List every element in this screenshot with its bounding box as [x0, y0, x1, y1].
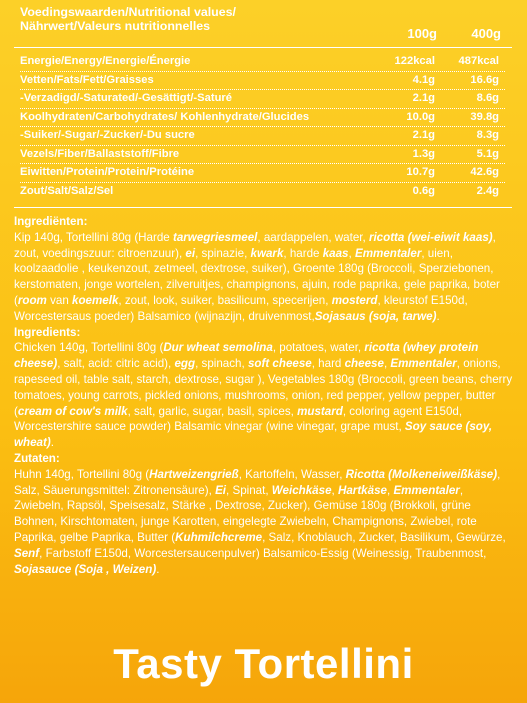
ingredient-text: ,: [348, 246, 355, 260]
value-per-400g: 2.4g: [476, 184, 499, 197]
allergen-text: Emmentaler: [390, 357, 457, 371]
value-per-100g: 2.1g: [412, 92, 435, 104]
allergen-text: ei: [185, 246, 196, 260]
ingredient-text: van: [46, 293, 72, 307]
ingredient-text: Chicken 140g, Tortellini 80g (: [14, 341, 164, 355]
ingredient-text: .: [50, 436, 54, 450]
allergen: [369, 231, 493, 244]
ingredient-text: Huhn 140g, Tortellini 80g (: [14, 467, 150, 481]
allergen: [14, 547, 39, 560]
allergen-text: Dur wheat semolina: [163, 341, 273, 355]
ingredient-text: , Farbstoff E150d, Worcestersaucenpulver) Balsamico-Essig (Weinessig, Traubenmost,: [39, 546, 487, 560]
allergen: [149, 468, 239, 481]
ingredient-text: , Salz, Knoblauch, Zucker, Basilikum, Gewürze,: [262, 530, 506, 544]
value-per-100g: 122kcal: [394, 55, 435, 67]
ingredient-text: ,: [331, 483, 338, 497]
allergen-text: Weichkäse: [271, 483, 332, 497]
allergen: [345, 357, 384, 370]
value-per-100g: 1.3g: [412, 147, 435, 160]
nutrient-name: Vezels/Fiber/Ballaststoff/Fibre: [20, 147, 180, 160]
allergen-text: Hartweizengrieß: [149, 467, 239, 481]
value-per-400g: 487kcal: [458, 55, 499, 67]
nutrition-table: [20, 53, 505, 201]
allergen: [390, 357, 456, 370]
nutrient-name: Energie/Energy/Energie/Énergie: [20, 55, 191, 67]
allergen-text: Senf: [14, 546, 40, 560]
value-per-100g: 2.1g: [412, 129, 435, 141]
allergen-text: Ei: [215, 483, 227, 497]
allergen-text: Soy sauce (soy, wheat): [14, 420, 493, 450]
ingredients-section-text: [14, 467, 514, 578]
ingredient-text: , coloring agent E150d, Worcestershire sauce powder) Balsamic vinegar (wine vinegar, grape must,: [14, 404, 463, 434]
value-per-400g: 5.1g: [476, 147, 499, 160]
allergen: [174, 357, 195, 370]
ingredients-section-title: Zutaten:: [14, 451, 60, 465]
allergen: [14, 563, 156, 576]
product-title: Tasty Tortellini: [113, 640, 414, 687]
allergen-text: Emmentaler: [393, 483, 460, 497]
nutrient-name: Zout/Salt/Salz/Sel: [20, 184, 114, 197]
allergen-text: cheese: [344, 357, 384, 371]
ingredient-text: , salt, garlic, sugar, basil, spices,: [127, 404, 298, 418]
ingredient-text: , Zwiebeln, Rapsöl, Speisesalz, Stärke , Dextrose, Zucker), Gemüse 180g (Brokkoli, grüne Bohnen, Kirschtomaten, junge Karotten, eingelegte Zwiebeln, Champignons, Zwiebel, rote Paprika, gelbe Paprika, Butter (: [14, 483, 477, 544]
ingredient-text: Kip 140g, Tortellini 80g (Harde: [14, 230, 173, 244]
allergen-text: kaas: [322, 246, 349, 260]
allergen: [18, 405, 128, 418]
ingredients-block: [14, 214, 514, 577]
allergen-text: koemelk: [72, 293, 119, 307]
allergen: [272, 484, 332, 497]
value-per-400g: 39.8g: [470, 110, 499, 123]
allergen-text: ricotta (wei-eiwit kaas): [368, 230, 493, 244]
nutrient-name: Koolhydraten/Carbohydrates/ Kohlenhydrate/Glucides: [20, 110, 310, 123]
nutrition-row: [20, 53, 505, 72]
allergen: [18, 294, 47, 307]
ingredient-text: .: [156, 562, 160, 576]
value-per-400g: 8.3g: [476, 129, 499, 141]
allergen: [323, 247, 349, 260]
value-per-100g: 10.7g: [406, 166, 435, 178]
header-line-1: Voedingswaarden/Nutritional values/: [20, 5, 236, 19]
allergen: [338, 484, 387, 497]
value-per-400g: 42.6g: [470, 166, 499, 178]
ingredient-text: , potatoes, water,: [272, 341, 365, 355]
nutrition-row: [20, 109, 505, 128]
allergen: [251, 247, 284, 260]
allergen-text: mosterd: [331, 293, 378, 307]
allergen: [346, 468, 497, 481]
allergen-text: Kuhmilchcreme: [175, 530, 263, 544]
allergen-text: Sojasauce (Soja , Weizen): [14, 562, 157, 576]
ingredient-text: ,: [383, 357, 391, 371]
allergen-text: cream of cow's milk: [17, 404, 128, 418]
allergen: [248, 357, 312, 370]
nutrition-row: [20, 127, 505, 146]
value-per-400g: 16.6g: [470, 73, 499, 86]
table-bottom-divider: [14, 207, 512, 208]
ingredient-text: , zout, voedingszuur: citroenzuur),: [14, 230, 496, 260]
allergen-text: egg: [174, 357, 196, 371]
allergen: [215, 484, 226, 497]
value-per-400g: 8.6g: [476, 92, 499, 104]
nutrition-row: [20, 72, 505, 91]
ingredient-text: , onions, rapeseed oil, table salt, starch, dextrose, sugar ), Vegetables 180g (Broccoli, green beans, cherry tomatoes, young carrots, pickled onions, mushrooms, onion, red pepper, yellow pepper, butter (: [14, 357, 513, 418]
nutrient-name: Eiwitten/Protein/Protein/Protéine: [20, 166, 195, 178]
allergen-text: mustard: [297, 404, 343, 418]
ingredient-text: , Spinat,: [226, 483, 272, 497]
nutrition-row: [20, 164, 505, 183]
ingredient-text: , hard: [311, 357, 345, 371]
allergen: [332, 294, 378, 307]
ingredient-text: , salt, acid: citric acid),: [57, 357, 175, 371]
ingredient-text: , uien, koolzaadolie , keukenzout, zetmeel, dextrose, suiker), Groente 180g (Broccoli, Sperziebonen, kerstomaten, jonge wortelen, zilveruitjes, champignons, ajuin, rode paprika, gele paprika, boter (: [14, 246, 500, 307]
allergen-text: room: [17, 293, 47, 307]
ingredient-text: , spinach,: [195, 357, 248, 371]
ingredient-text: , kleurstof E150d, Worcestersaus poeder) Balsamico (wijnazijn, druivenmost,: [14, 293, 468, 323]
allergen-text: Sojasaus (soja, tarwe): [314, 309, 437, 323]
ingredient-text: ,: [386, 483, 394, 497]
nutrition-row: [20, 146, 505, 165]
value-per-100g: 10.0g: [406, 110, 435, 123]
nutrient-name: -Suiker/-Sugar/-Zucker/-Du sucre: [20, 129, 195, 141]
allergen: [393, 484, 459, 497]
ingredient-text: , Salz, Säuerungsmittel: Zitronensäure),: [14, 467, 501, 497]
column-header-100g: 100g: [407, 26, 437, 41]
allergen: [355, 247, 421, 260]
ingredient-text: , aardappelen, water,: [257, 230, 369, 244]
ingredient-text: .: [436, 309, 440, 323]
nutrition-row: [20, 183, 505, 202]
ingredient-text: , Kartoffeln, Wasser,: [238, 467, 346, 481]
allergen-text: kwark: [250, 246, 284, 260]
ingredient-text: , spinazie,: [195, 246, 251, 260]
allergen: [314, 309, 440, 323]
allergen-text: ricotta (whey protein cheese): [14, 341, 479, 371]
allergen-text: Emmentaler: [354, 246, 422, 260]
allergen: [163, 341, 273, 354]
value-per-100g: 4.1g: [412, 73, 435, 86]
allergen-text: Hartkäse: [337, 483, 387, 497]
allergen: [297, 405, 343, 418]
allergen: [185, 247, 195, 260]
nutrition-row: [20, 90, 505, 109]
ingredient-text: , harde: [283, 246, 323, 260]
ingredients-section-title: Ingrediënten:: [14, 215, 88, 228]
ingredient-text: , zout, look, suiker, basilicum, specerijen,: [118, 293, 332, 307]
allergen: [173, 231, 257, 244]
column-header-400g: 400g: [471, 26, 501, 41]
allergen-text: soft cheese: [247, 357, 312, 371]
allergen: [72, 294, 118, 307]
allergen: [175, 531, 262, 544]
header-line-2: Nährwert/Valeurs nutritionnelles: [20, 19, 211, 33]
nutrient-name: -Verzadigd/-Saturated/-Gesättigt/-Saturé: [20, 92, 232, 104]
ingredients-section-text: [14, 340, 514, 451]
nutrient-name: Vetten/Fats/Fett/Graisses: [20, 73, 154, 86]
header-divider: [14, 47, 512, 48]
allergen-text: tarwegriesmeel: [172, 230, 258, 244]
value-per-100g: 0.6g: [412, 184, 435, 197]
allergen-text: Ricotta (Molkeneiweißkäse): [345, 467, 498, 481]
ingredients-section-text: [14, 230, 514, 325]
ingredients-section-title: Ingredients:: [14, 325, 81, 339]
